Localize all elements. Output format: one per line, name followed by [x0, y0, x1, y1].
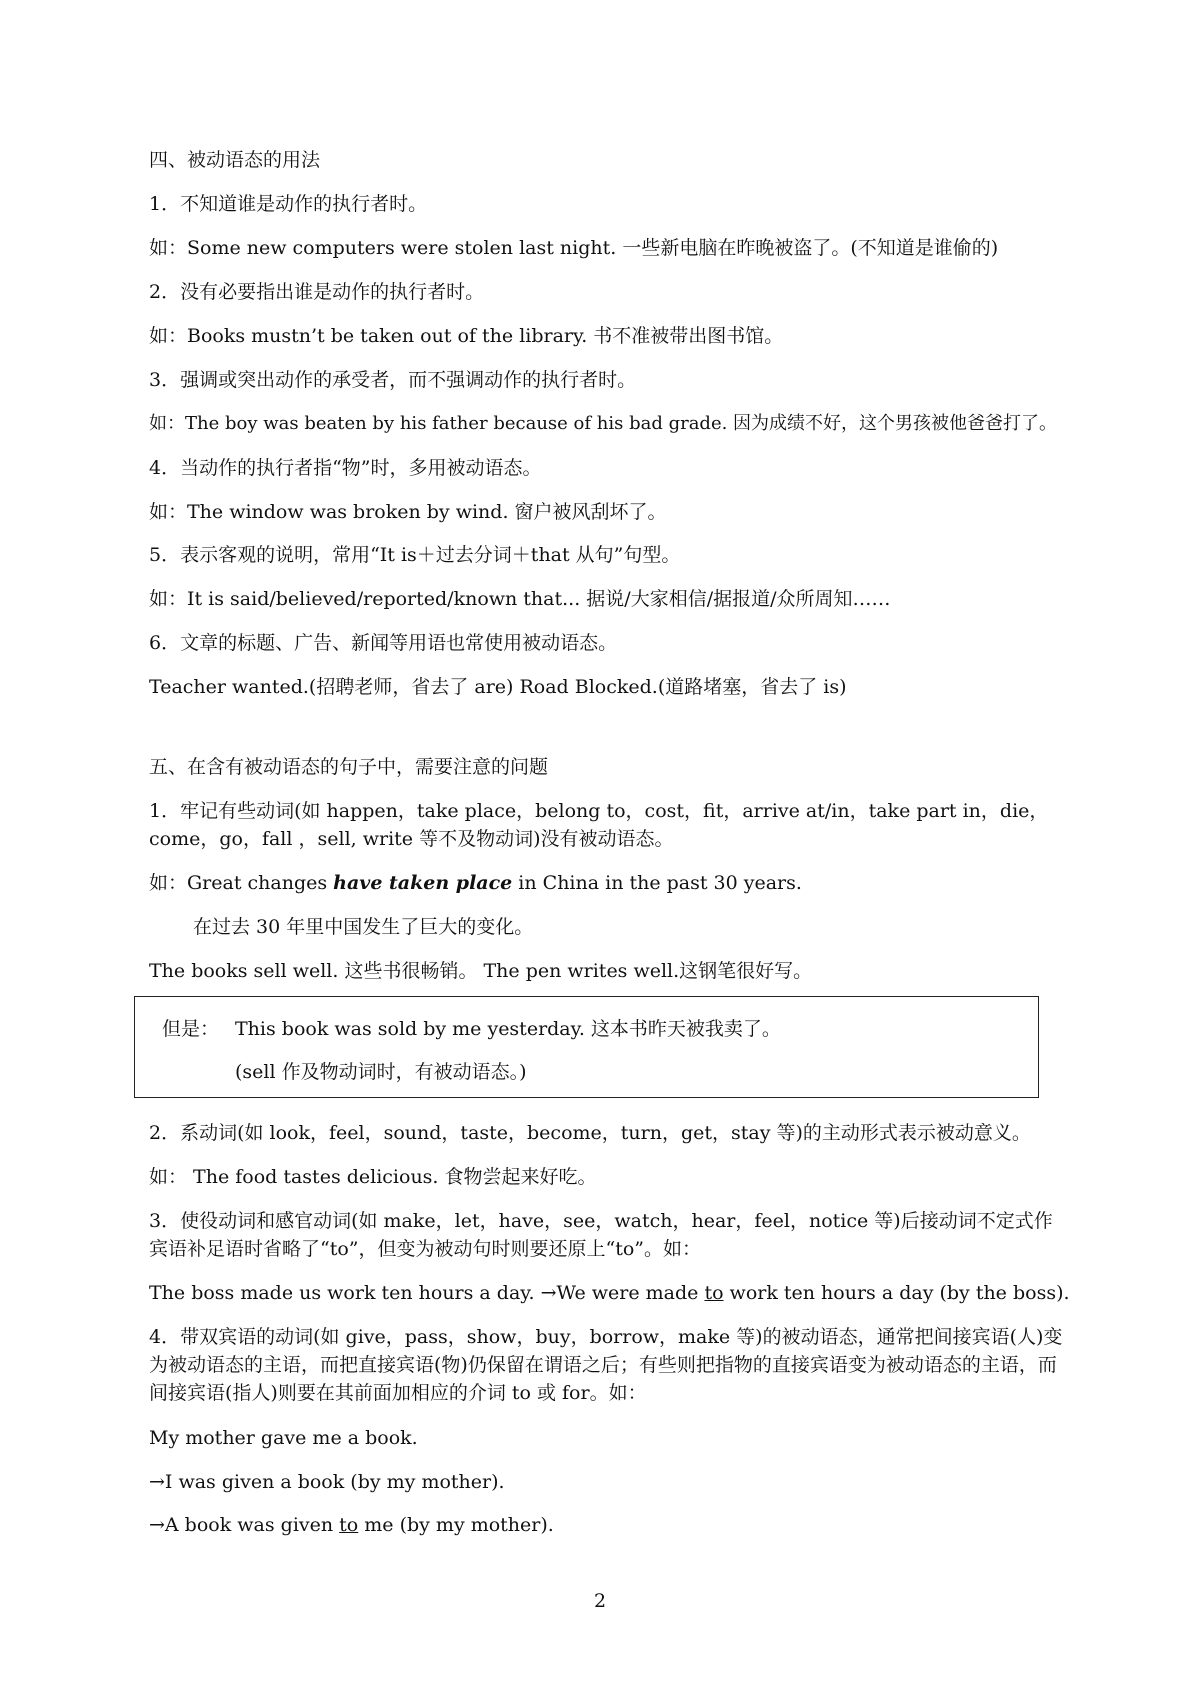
example-5-3-suffix: work ten hours a day (by the boss).: [723, 1282, 1070, 1304]
example-5-1-extra: The books sell well. 这些书很畅销。 The pen writes well.这钢笔很好写。: [149, 960, 813, 982]
section5-title: 五、在含有被动语态的句子中，需要注意的问题: [149, 756, 549, 778]
section4-title: 四、被动语态的用法: [149, 149, 321, 171]
example-5-1: [149, 869, 802, 897]
rule-5-1: 1．牢记有些动词(如 happen，take place，belong to，cost，fit，arrive at/in，take part in，die，come，go，fall ，sell, write 等不及物动词)没有被动语态。: [149, 800, 1049, 850]
rule-1: 1．不知道谁是动作的执行者时。: [149, 193, 428, 215]
example-5: 如：It is said/believed/reported/known that... 据说/大家相信/据报道/众所周知……: [149, 588, 891, 610]
example-4: 如：The window was broken by wind. 窗户被风刮坏了。: [149, 501, 667, 523]
rule-5-4: 4．带双宾语的动词(如 give，pass，show，buy，borrow，make 等)的被动语态，通常把间接宾语(人)变为被动语态的主语，而把直接宾语(物)仍保留在谓语之后；有些则把指物的直接宾语变为被动语态的主语，而间接宾语(指人)则要在其前面加相应的介词 to 或 for。如：: [149, 1326, 1063, 1404]
example-5-1-suffix: in China in the past 30 years.: [512, 872, 802, 894]
rule-2: 2．没有必要指出谁是动作的执行者时。: [149, 281, 485, 303]
example-5-3-prefix: The boss made us work ten hours a day. →We were made: [149, 1282, 705, 1304]
note-box: [134, 996, 1039, 1098]
example-5-4-2: →I was given a book (by my mother).: [149, 1471, 505, 1493]
note-line-1: This book was sold by me yesterday. 这本书昨天被我卖了。: [235, 1018, 781, 1040]
example-5-4-1: My mother gave me a book.: [149, 1427, 418, 1449]
example-5-4-3-prefix: →A book was given: [149, 1514, 340, 1536]
example-5-4-3-suffix: me (by my mother).: [358, 1514, 554, 1536]
page-number: 2: [593, 1590, 607, 1612]
example-5-1-prefix: 如：Great changes: [149, 872, 334, 894]
example-6: Teacher wanted.(招聘老师，省去了 are) Road Blocked.(道路堵塞，省去了 is): [149, 676, 847, 698]
example-2: 如：Books mustn’t be taken out of the library. 书不准被带出图书馆。: [149, 325, 784, 347]
rule-3: 3．强调或突出动作的承受者，而不强调动作的执行者时。: [149, 369, 637, 391]
underlined-to-2: to: [339, 1514, 359, 1536]
note-label: 但是：: [162, 1018, 220, 1040]
example-1: 如：Some new computers were stolen last night. 一些新电脑在昨晚被盗了。(不知道是谁偷的): [149, 237, 999, 259]
underlined-to: to: [704, 1282, 724, 1304]
note-line-2: (sell 作及物动词时，有被动语态。): [235, 1061, 527, 1083]
example-5-4-3: [149, 1511, 554, 1539]
rule-4: 4．当动作的执行者指“物”时，多用被动语态。: [149, 457, 542, 479]
emphasis-phrase: have taken place: [333, 872, 513, 894]
rule-5-3: 3．使役动词和感官动词(如 make，let，have，see，watch，hear，feel，notice 等)后接动词不定式作宾语补足语时省略了“to”，但变为被动句时则要还原上“to”。如：: [149, 1210, 1053, 1260]
rule-5: 5．表示客观的说明，常用“It is＋过去分词＋that 从句”句型。: [149, 544, 681, 566]
example-5-1-translation: 在过去 30 年里中国发生了巨大的变化。: [193, 916, 534, 938]
example-3: 如：The boy was beaten by his father because of his bad grade. 因为成绩不好，这个男孩被他爸爸打了。: [149, 413, 1058, 434]
rule-6: 6．文章的标题、广告、新闻等用语也常使用被动语态。: [149, 632, 618, 654]
rule-5-2: 2．系动词(如 look，feel，sound，taste，become，turn，get，stay 等)的主动形式表示被动意义。: [149, 1122, 1031, 1144]
example-5-2: 如： The food tastes delicious. 食物尝起来好吃。: [149, 1166, 597, 1188]
example-5-3: [149, 1279, 1070, 1307]
